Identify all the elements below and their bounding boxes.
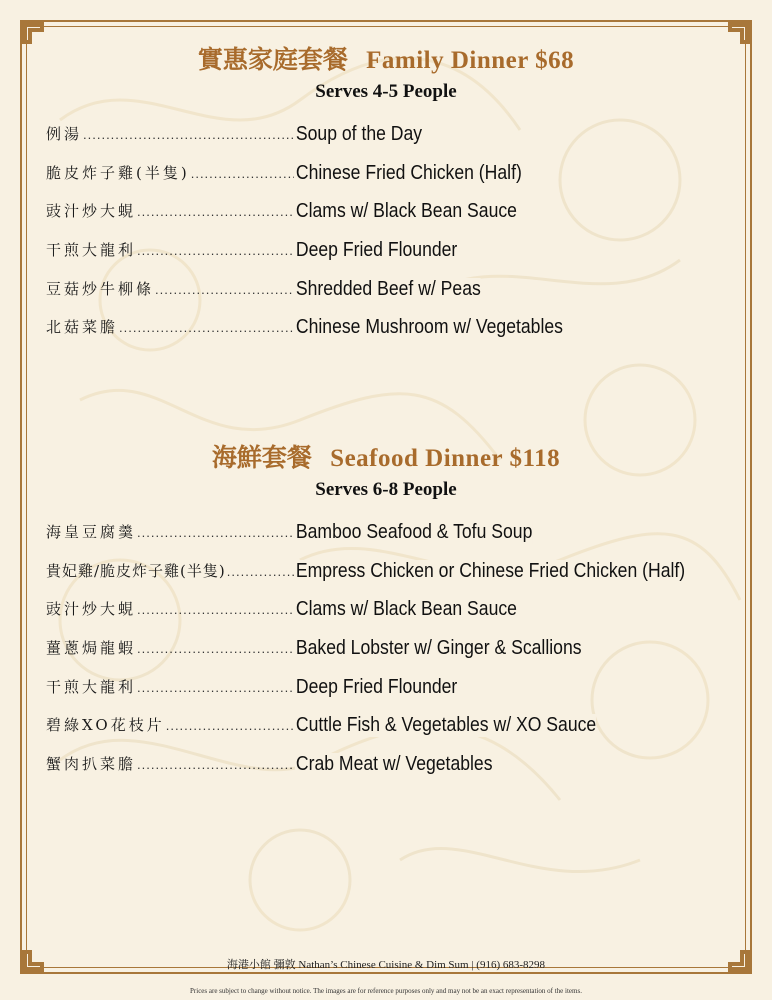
item-name-zh: 貴妃雞/脆皮炸子雞(半隻) [46,562,226,580]
dot-leader [166,718,294,733]
seafood-title-zh: 海鮮套餐 [211,445,312,472]
item-name-en: Empress Chicken or Chinese Fried Chicken (Half) [295,560,686,582]
menu-item [46,714,726,744]
item-name-en: Deep Fried Flounder [295,676,458,698]
menu-item [46,316,726,346]
item-name-zh: 干煎大龍利 [46,241,137,259]
item-name-zh: 薑蔥焗龍蝦 [46,639,137,657]
price-disclaimer: Prices are subject to change without notice. The images are for reference purposes only and may not be an exact representation of the items. [190,987,582,995]
menu-item [46,676,726,706]
item-name-zh: 例湯 [46,125,83,143]
item-name-zh: 豉汁炒大蜆 [46,600,137,618]
dot-leader [137,602,294,617]
dot-leader [83,127,294,142]
item-name-en: Chinese Fried Chicken (Half) [295,162,522,184]
item-name-en: Deep Fried Flounder [295,239,458,261]
restaurant-footer: 海港小館 彌敦 Nathan’s Chinese Cuisine & Dim Sum | (916) 683-8298 [226,959,546,971]
seafood-title-en: Seafood Dinner $118 [330,445,561,472]
dot-leader [137,204,294,219]
family-dinner-title [0,40,772,76]
family-serves: Serves 4-5 People [315,81,457,102]
menu-item [46,521,726,551]
item-name-zh: 豉汁炒大蜆 [46,202,137,220]
menu-item [46,162,726,192]
menu-item [46,123,726,153]
dot-leader [137,243,294,258]
dot-leader [191,166,294,181]
menu-item [46,278,726,308]
item-name-en: Crab Meat w/ Vegetables [295,753,493,775]
item-name-en: Bamboo Seafood & Tofu Soup [295,521,533,543]
item-name-zh: 豆菇炒牛柳條 [46,280,155,298]
item-name-en: Clams w/ Black Bean Sauce [295,200,517,222]
seafood-serves: Serves 6-8 People [315,479,457,500]
dot-leader [119,320,294,335]
item-name-zh: 蟹肉扒菜膽 [46,755,137,773]
menu-item [46,753,726,783]
item-name-zh: 干煎大龍利 [46,678,137,696]
item-name-en: Baked Lobster w/ Ginger & Scallions [295,637,582,659]
item-name-en: Shredded Beef w/ Peas [295,278,481,300]
item-name-zh: 北菇菜膽 [46,318,119,336]
item-name-en: Chinese Mushroom w/ Vegetables [295,316,563,338]
dot-leader [137,757,294,772]
dot-leader [137,680,294,695]
dot-leader [155,282,294,297]
item-name-en: Cuttle Fish & Vegetables w/ XO Sauce [295,714,597,736]
item-name-zh: 脆皮炸子雞(半隻) [46,164,190,182]
menu-item [46,239,726,269]
family-title-zh: 實惠家庭套餐 [197,47,348,74]
menu-item [46,637,726,667]
dot-leader [227,564,294,579]
item-name-zh: 海皇豆腐羹 [46,523,137,541]
menu-item [46,598,726,628]
item-name-en: Clams w/ Black Bean Sauce [295,598,517,620]
dot-leader [137,525,294,540]
item-name-en: Soup of the Day [295,123,423,145]
dot-leader [137,641,294,656]
menu-item [46,560,726,590]
item-name-zh: 碧綠XO花枝片 [46,716,165,734]
family-title-en: Family Dinner $68 [366,47,575,74]
menu-item [46,200,726,230]
seafood-dinner-title [0,438,772,474]
